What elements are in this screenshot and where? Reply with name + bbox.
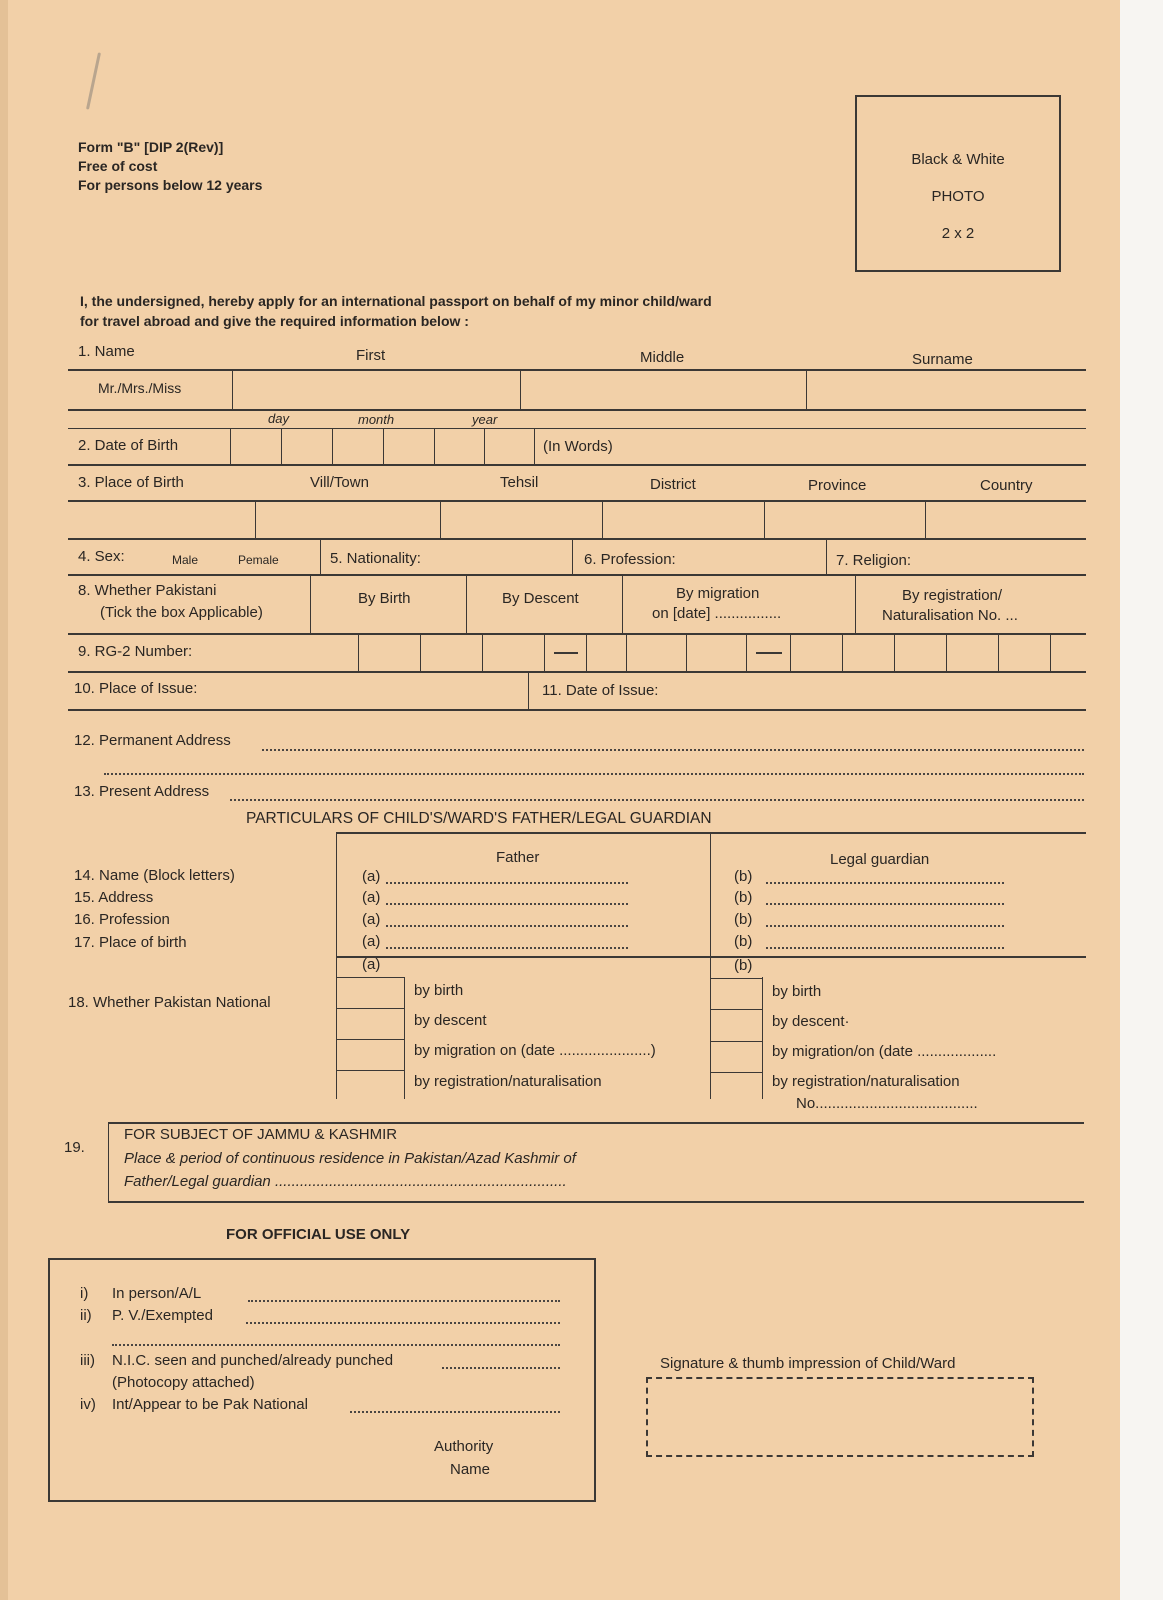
pob-tehsil-field[interactable] [442,502,601,536]
photo-label-1: Black & White [911,151,1005,168]
father-name-prefix: (a) [362,868,381,885]
form-code: Form "B" [DIP 2(Rev)] [78,139,224,155]
official-item-4: Int/Appear to be Pak National [112,1396,308,1413]
father-profession-field[interactable] [386,925,628,927]
guardian-address-field[interactable] [766,903,1004,905]
photo-label-3: 2 x 2 [941,225,975,242]
pob-label: 3. Place of Birth [78,474,184,491]
dob-month-box-2[interactable] [385,430,433,462]
photo-box[interactable] [855,95,1061,272]
father-pob-prefix: (a) [362,933,381,950]
place-of-issue-field[interactable] [220,674,525,708]
official-item-1: In person/A/L [112,1285,202,1302]
sex-male-option[interactable]: Male [172,553,199,567]
guardian-pob-field[interactable] [766,947,1004,949]
intro-line-1: I, the undersigned, hereby apply for an international passport on behalf of my minor child/ward [80,293,712,309]
official-item-2: P. V./Exempted [112,1307,213,1324]
dob-day-box-2[interactable] [283,430,331,462]
q17-label: 17. Place of birth [74,934,187,951]
pob-district-field[interactable] [604,502,763,536]
guardian-by-descent-checkbox[interactable] [712,1011,760,1039]
form-eligibility: For persons below 12 years [78,177,263,193]
q16-label: 16. Profession [74,911,170,928]
by-descent-option[interactable]: By Descent [502,590,579,607]
father-profession-prefix: (a) [362,911,381,928]
father-address-prefix: (a) [362,889,381,906]
dob-month-header: month [358,412,395,427]
q18-father-prefix: (a) [362,956,381,973]
rg2-label: 9. RG-2 Number: [78,643,193,660]
guardian-opt-registration: by registration/naturalisation [772,1073,960,1090]
permanent-address-field-2[interactable] [104,773,1084,775]
intro-line-2: for travel abroad and give the required information below : [80,313,469,329]
surname-field[interactable] [808,372,1084,407]
jk-line-1: Place & period of continuous residence in Pakistan/Azad Kashmir of [124,1150,576,1167]
dob-year-box-2[interactable] [486,430,533,462]
guardian-address-prefix: (b) [734,889,753,906]
official-item-1-num: i) [80,1285,89,1302]
name-first-header: First [356,347,386,364]
rg2-number-boxes[interactable] [358,633,1070,671]
guardian-opt-migration[interactable]: by migration/on (date ................... [772,1043,997,1060]
jk-line-2[interactable]: Father/Legal guardian ...................................................................... [124,1173,567,1190]
guardian-by-birth-checkbox[interactable] [712,980,760,1008]
official-item-1-dots [248,1300,560,1302]
permanent-address-label: 12. Permanent Address [74,732,231,749]
father-opt-descent: by descent [414,1012,487,1029]
guardian-naturalisation-no-field[interactable]: No....................................... [796,1095,978,1112]
official-item-3-dots [442,1367,560,1369]
father-opt-migration[interactable]: by migration on (date ......................) [414,1042,656,1059]
father-pob-field[interactable] [386,947,628,949]
guardian-column-header: Legal guardian [830,851,930,868]
guardian-opt-descent: by descent· [772,1013,850,1030]
guardian-name-prefix: (b) [734,868,753,885]
guardian-by-registration-checkbox[interactable] [712,1074,760,1099]
dob-in-words-label: (In Words) [543,438,613,455]
official-blank-dots [112,1344,560,1346]
staple-mark [86,52,101,109]
official-item-3: N.I.C. seen and punched/already punched [112,1352,394,1369]
father-opt-registration: by registration/naturalisation [414,1073,602,1090]
form-cost: Free of cost [78,158,158,174]
father-opt-birth: by birth [414,982,464,999]
by-migration-option[interactable]: By migration [676,585,760,602]
pob-col-district: District [650,476,696,493]
permanent-address-field[interactable] [262,749,1084,751]
nationality-label: 5. Nationality: [330,550,421,567]
official-item-3b: (Photocopy attached) [112,1374,255,1391]
dob-label: 2. Date of Birth [78,437,179,454]
father-address-field[interactable] [386,903,628,905]
dob-year-box-1[interactable] [436,430,483,462]
religion-label: 7. Religion: [836,552,912,569]
sex-female-option[interactable]: Pemale [238,553,279,567]
by-registration-option[interactable]: By registration/ [902,587,1003,604]
q14-label: 14. Name (Block letters) [74,867,235,884]
father-name-field[interactable] [386,882,628,884]
jk-title: FOR SUBJECT OF JAMMU & KASHMIR [124,1126,398,1143]
date-of-issue-field[interactable] [690,674,1084,708]
pob-col-vill: Vill/Town [310,474,369,491]
guardian-opt-birth: by birth [772,983,822,1000]
present-address-label: 13. Present Address [74,783,210,800]
place-of-issue-label: 10. Place of Issue: [74,680,198,697]
sex-label: 4. Sex: [78,548,125,565]
official-item-3-num: iii) [80,1352,95,1369]
name-label: 1. Name [78,343,135,360]
dob-month-box-1[interactable] [334,430,382,462]
father-column-header: Father [496,849,540,866]
pob-province-field[interactable] [766,502,924,536]
name-middle-header: Middle [640,349,685,366]
first-name-field[interactable] [234,372,519,407]
official-use-box [48,1258,596,1502]
dob-in-words-field[interactable] [640,430,1084,462]
guardian-name-field[interactable] [766,882,1004,884]
official-item-4-num: iv) [80,1396,96,1413]
pob-col-country: Country [980,477,1033,494]
dob-day-header: day [268,411,289,426]
profession-label: 6. Profession: [584,551,676,568]
official-authority: Authority [434,1438,494,1455]
official-item-2-dots [246,1322,560,1324]
date-of-issue-label: 11. Date of Issue: [542,682,659,699]
signature-box[interactable] [646,1377,1034,1457]
migration-date-field[interactable]: on [date] ................ [652,605,782,622]
official-item-2-num: ii) [80,1307,92,1324]
pob-col-tehsil: Tehsil [500,474,539,491]
pakistani-label-2: (Tick the box Applicable) [100,604,263,621]
q19-number: 19. [64,1139,85,1156]
official-heading: FOR OFFICIAL USE ONLY [226,1226,411,1243]
particulars-heading: PARTICULARS OF CHILD'S/WARD'S FATHER/LEGAL GUARDIAN [246,810,712,827]
pob-col-province: Province [808,477,867,494]
q15-label: 15. Address [74,889,154,906]
paper-right-edge [1120,0,1163,1600]
pob-country-field[interactable] [927,502,1084,536]
dob-year-header: year [472,412,498,427]
pob-vill-field[interactable] [257,502,439,536]
name-surname-header: Surname [912,351,973,368]
father-by-descent-checkbox[interactable] [338,1010,402,1037]
guardian-pob-prefix: (b) [734,933,753,950]
by-birth-option[interactable]: By Birth [358,590,411,607]
q18-label: 18. Whether Pakistan National [68,994,271,1011]
pakistani-label-1: 8. Whether Pakistani [78,582,217,599]
father-by-birth-checkbox[interactable] [338,979,402,1007]
signature-label: Signature & thumb impression of Child/Ward [660,1355,956,1372]
father-by-migration-checkbox[interactable] [338,1041,402,1068]
paper-left-edge [0,0,8,1600]
name-title-label: Mr./Mrs./Miss [98,380,182,396]
present-address-field[interactable] [230,799,1084,801]
father-by-registration-checkbox[interactable] [338,1072,402,1098]
photo-label-2: PHOTO [931,188,985,205]
guardian-profession-field[interactable] [766,925,1004,927]
naturalisation-no-field[interactable]: Naturalisation No. ... [882,607,1018,624]
official-item-4-dots [350,1411,560,1413]
guardian-by-migration-checkbox[interactable] [712,1043,760,1070]
dob-day-box-1[interactable] [232,430,280,462]
q18-guardian-prefix: (b) [734,957,753,974]
official-name: Name [450,1461,491,1478]
guardian-profession-prefix: (b) [734,911,753,928]
middle-name-field[interactable] [522,372,804,407]
